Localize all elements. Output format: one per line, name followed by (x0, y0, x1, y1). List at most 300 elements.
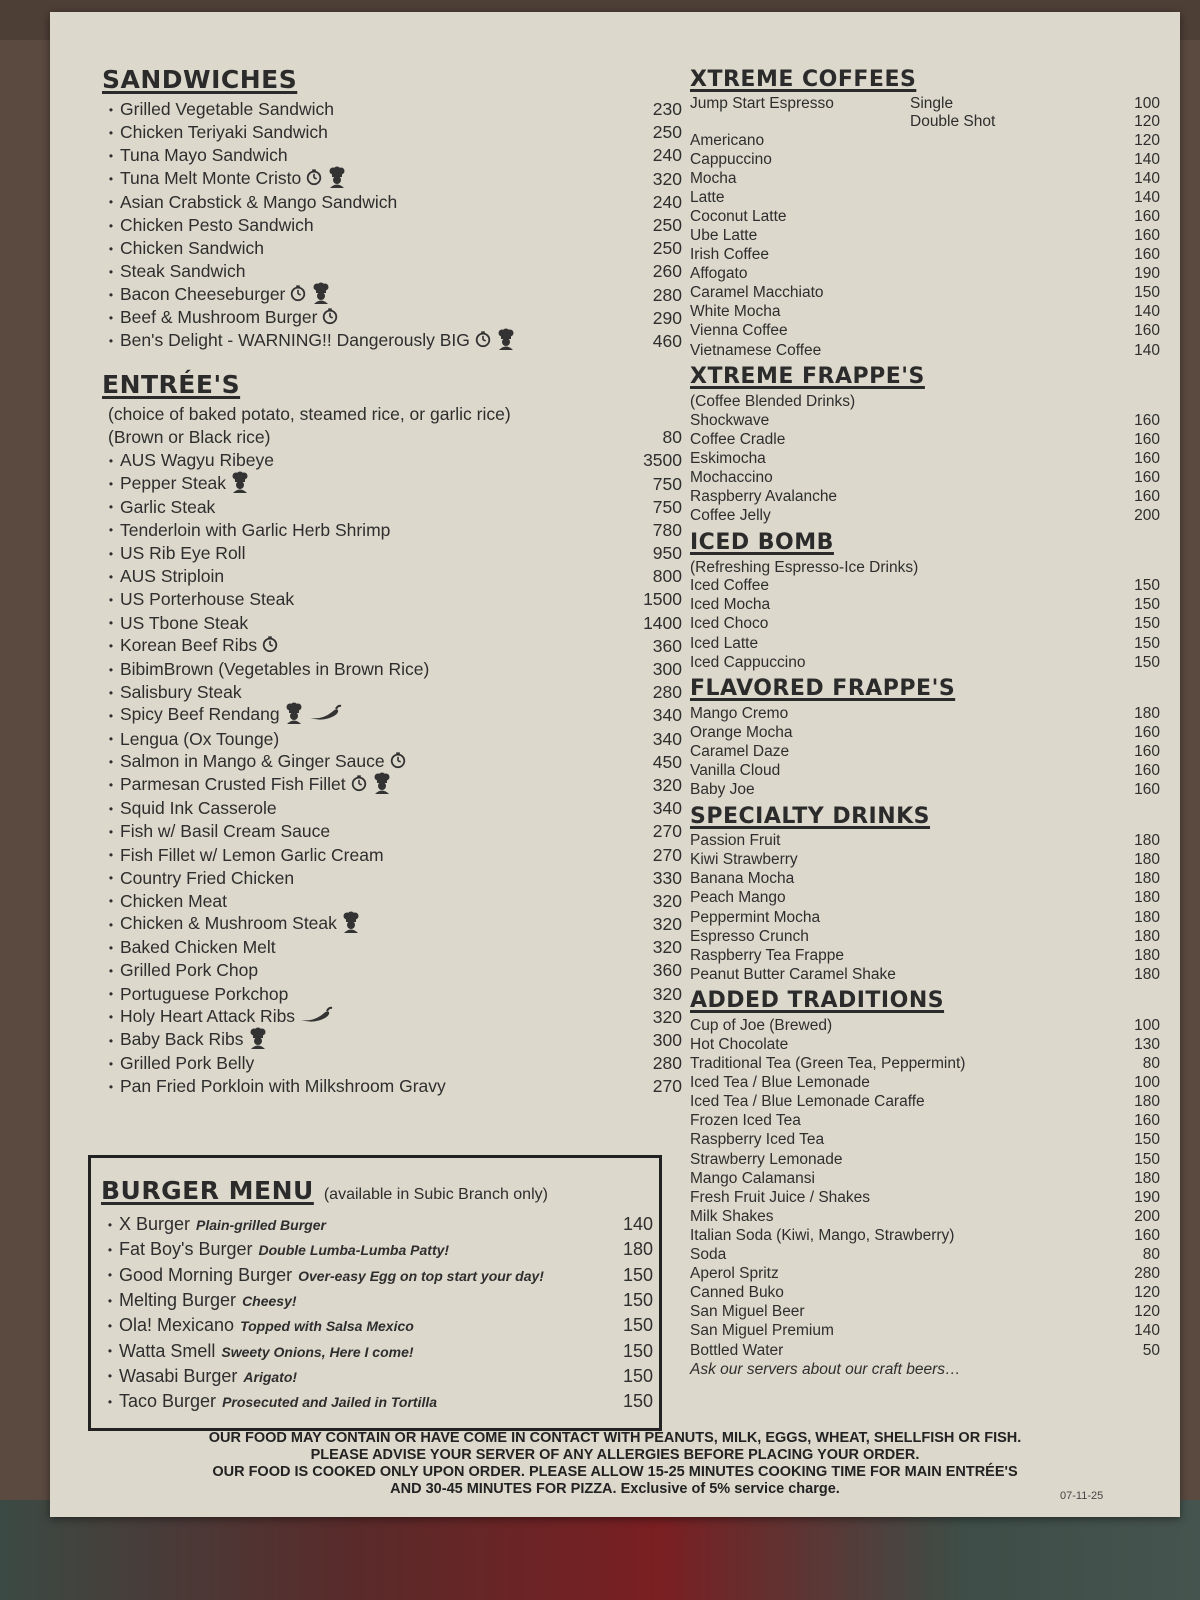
sandwich-item (102, 168, 682, 191)
item-price: 80 (1142, 1055, 1160, 1073)
item-name: Soda (690, 1246, 727, 1264)
item-description: Over-easy Egg on top start your day! (298, 1267, 544, 1284)
item-price: 320 (652, 983, 682, 1004)
item-name: Iced Choco (690, 615, 769, 633)
item-name: Aperol Spritz (690, 1265, 779, 1283)
iced-bomb-item (690, 615, 1160, 634)
item-price: 160 (1134, 781, 1160, 799)
frappe-item (690, 507, 1160, 526)
bullet: • (108, 172, 114, 187)
item-name: Bottled Water (690, 1341, 784, 1359)
burger-item (101, 1338, 653, 1363)
item-name: Mango Calamansi (690, 1169, 815, 1187)
item-price: 200 (1134, 507, 1160, 525)
iced-bomb-item (690, 634, 1160, 653)
item-price: 150 (1134, 653, 1160, 671)
item-name: Caramel Macchiato (690, 284, 824, 302)
item-price: 240 (652, 191, 682, 212)
tradition-item (690, 1265, 1160, 1284)
burger-item (101, 1212, 653, 1237)
item-price: 360 (652, 635, 682, 656)
bullet: • (108, 1033, 114, 1048)
coffee-item (690, 303, 1160, 322)
bullet: • (108, 848, 114, 863)
iced-bomb-list (690, 577, 1160, 672)
item-price: 150 (1134, 634, 1160, 652)
coffee-item (690, 341, 1160, 360)
item-price: 150 (1134, 1131, 1160, 1149)
flavored-frappe-item (690, 761, 1160, 780)
item-price: 150 (1134, 284, 1160, 302)
tradition-item (690, 1226, 1160, 1245)
item-price: 140 (1134, 303, 1160, 321)
added-traditions-list (690, 1016, 1160, 1360)
item-price: 340 (652, 705, 682, 726)
entree-item (102, 542, 682, 565)
bullet: • (108, 987, 114, 1002)
flavored-frappe-item (690, 704, 1160, 723)
section-title-xtreme-frappes: XTREME FRAPPE'S (690, 364, 925, 390)
item-name: Mango Cremo (690, 704, 789, 722)
burger-item (101, 1364, 653, 1389)
item-name: Pan Fried Porkloin with Milkshroom Gravy (120, 1076, 446, 1097)
tradition-item (690, 1131, 1160, 1150)
tradition-item (690, 1055, 1160, 1074)
item-name: Asian Crabstick & Mango Sandwich (120, 191, 398, 212)
item-price: 120 (1134, 1284, 1160, 1302)
entree-item (102, 1052, 682, 1075)
item-price: 150 (622, 1340, 653, 1361)
date-code: 07-11-25 (1060, 1490, 1104, 1502)
item-price: 120 (1134, 131, 1160, 149)
item-name: Good Morning Burger (119, 1264, 293, 1285)
item-name: Cup of Joe (Brewed) (690, 1016, 833, 1034)
espresso-row (690, 95, 1160, 113)
burger-item (101, 1389, 653, 1414)
item-price: 180 (1134, 1093, 1160, 1111)
bullet: • (108, 311, 114, 326)
espresso-name: Jump Start Espresso (690, 95, 834, 112)
item-name: Orange Mocha (690, 723, 793, 741)
clock-icon (289, 284, 307, 307)
item-name: Fish Fillet w/ Lemon Garlic Cream (120, 844, 384, 865)
item-name: Espresso Crunch (690, 927, 809, 945)
item-price: 180 (1134, 851, 1160, 869)
item-name: Country Fried Chicken (120, 867, 295, 888)
item-name: Shockwave (690, 411, 770, 429)
section-title-iced-bomb: ICED BOMB (690, 529, 834, 555)
burger-item (101, 1313, 653, 1338)
item-price: 160 (1134, 723, 1160, 741)
tradition-item (690, 1341, 1160, 1360)
coffee-item (690, 169, 1160, 188)
bullet: • (107, 1217, 113, 1232)
item-name: Mochaccino (690, 468, 773, 486)
item-price: 140 (1134, 188, 1160, 206)
tradition-item (690, 1322, 1160, 1341)
bullet: • (107, 1369, 113, 1384)
entree-item (102, 612, 682, 635)
entree-side-note: (choice of baked potato, steamed rice, or garlic rice) (108, 404, 511, 425)
burger-menu-subtitle: (available in Subic Branch only) (323, 1186, 548, 1203)
specialty-drink-item (690, 832, 1160, 851)
tradition-item (690, 1112, 1160, 1131)
item-name: Strawberry Lemonade (690, 1150, 843, 1168)
item-price: 120 (1134, 1303, 1160, 1321)
item-name: Fresh Fruit Juice / Shakes (690, 1188, 871, 1206)
bullet: • (108, 801, 114, 816)
allergy-footer (110, 1430, 1120, 1498)
sandwich-item (102, 144, 682, 167)
bullet: • (108, 592, 114, 607)
burger-menu-header (91, 1158, 659, 1208)
entree-list (102, 449, 682, 1098)
item-name: Taco Burger (119, 1391, 217, 1412)
item-name: Fish w/ Basil Cream Sauce (120, 821, 331, 842)
item-price: 150 (622, 1315, 653, 1336)
sandwich-item (102, 307, 682, 330)
item-price: 280 (652, 682, 682, 703)
burger-list (91, 1208, 659, 1414)
item-price: 250 (652, 238, 682, 259)
flavored-frappe-item (690, 781, 1160, 800)
item-name: Vietnamese Coffee (690, 341, 822, 359)
item-name: Ola! Mexicano (119, 1315, 235, 1336)
item-price: 280 (652, 284, 682, 305)
item-price: 140 (1134, 169, 1160, 187)
iced-bomb-item (690, 577, 1160, 596)
item-price: 100 (1134, 1016, 1160, 1034)
frappe-item (690, 430, 1160, 449)
sandwich-list (102, 98, 682, 353)
item-price: 150 (622, 1365, 653, 1386)
item-name: Beef & Mushroom Burger (120, 306, 318, 327)
bullet: • (108, 1010, 114, 1025)
chef-icon (327, 166, 347, 193)
sandwich-item (102, 191, 682, 214)
item-name: Vienna Coffee (690, 322, 788, 340)
item-price: 160 (1134, 1226, 1160, 1244)
chef-icon (496, 328, 516, 355)
item-price: 160 (1134, 322, 1160, 340)
item-price: 320 (652, 1006, 682, 1027)
item-price: 950 (652, 543, 682, 564)
chili-icon (308, 704, 342, 727)
item-price: 230 (652, 99, 682, 120)
item-price: 150 (622, 1391, 653, 1412)
item-name: Fat Boy's Burger (119, 1239, 253, 1260)
coffee-item (690, 265, 1160, 284)
item-name: Iced Coffee (690, 577, 769, 595)
item-price: 180 (1134, 927, 1160, 945)
left-column (102, 62, 682, 1099)
sandwich-item (102, 284, 682, 307)
item-description: Topped with Salsa Mexico (240, 1318, 414, 1335)
footer-line-2: PLEASE ADVISE YOUR SERVER OF ANY ALLERGIES BEFORE PLACING YOUR ORDER. (310, 1447, 920, 1463)
item-price: 140 (622, 1214, 653, 1235)
bullet: • (107, 1318, 113, 1333)
item-price: 1400 (643, 612, 682, 633)
coffee-item (690, 188, 1160, 207)
chef-icon (341, 911, 361, 938)
item-name: Holy Heart Attack Ribs (120, 1005, 296, 1026)
chef-icon (311, 282, 331, 309)
item-price: 320 (652, 890, 682, 911)
item-price: 750 (652, 496, 682, 517)
entree-item (102, 867, 682, 890)
item-price: 100 (1134, 1074, 1160, 1092)
item-name: Watta Smell (119, 1340, 216, 1361)
sandwich-item (102, 214, 682, 237)
section-title-entrees: ENTRÉE'S (102, 370, 241, 400)
item-name: Baked Chicken Melt (120, 937, 276, 958)
item-price: 320 (652, 937, 682, 958)
item-name: Parmesan Crusted Fish Fillet (120, 774, 346, 795)
bullet: • (107, 1394, 113, 1409)
entree-item (102, 496, 682, 519)
burger-item (101, 1237, 653, 1262)
item-name: Baby Back Ribs (120, 1029, 244, 1050)
entree-item (102, 519, 682, 542)
tradition-item (690, 1188, 1160, 1207)
item-name: San Miguel Beer (690, 1303, 805, 1321)
specialty-drink-item (690, 908, 1160, 927)
item-description: Plain-grilled Burger (196, 1217, 326, 1234)
item-price: 160 (1134, 1112, 1160, 1130)
espresso-double-row (690, 113, 1160, 131)
item-name: US Tbone Steak (120, 612, 249, 633)
entree-item (102, 658, 682, 681)
item-name: Garlic Steak (120, 496, 216, 517)
chef-icon (248, 1027, 268, 1054)
item-name: Portuguese Porkchop (120, 983, 289, 1004)
entree-item (102, 472, 682, 495)
bullet: • (108, 125, 114, 140)
item-name: Melting Burger (119, 1290, 237, 1311)
item-price: 320 (652, 914, 682, 935)
item-price: 270 (652, 1076, 682, 1097)
tradition-item (690, 1169, 1160, 1188)
item-name: Peppermint Mocha (690, 908, 821, 926)
item-price: 800 (652, 566, 682, 587)
item-name: US Rib Eye Roll (120, 543, 246, 564)
entree-item (102, 820, 682, 843)
item-name: Chicken Sandwich (120, 238, 264, 259)
item-price: 280 (1134, 1265, 1160, 1283)
item-name: Peach Mango (690, 889, 786, 907)
bullet: • (108, 195, 114, 210)
item-price: 320 (652, 774, 682, 795)
clock-icon (321, 307, 339, 330)
item-name: San Miguel Premium (690, 1322, 834, 1340)
item-name: Korean Beef Ribs (120, 634, 258, 655)
entree-item (102, 890, 682, 913)
frappe-item (690, 468, 1160, 487)
espresso-single-price: 100 (1134, 95, 1160, 112)
entree-item (102, 1006, 682, 1029)
bullet: • (108, 218, 114, 233)
clock-icon (261, 635, 279, 658)
section-title-added-traditions: ADDED TRADITIONS (690, 988, 945, 1014)
espresso-double-price: 120 (1134, 113, 1160, 130)
bullet: • (108, 732, 114, 747)
bullet: • (108, 523, 114, 538)
bullet: • (108, 639, 114, 654)
flavored-frappe-item (690, 723, 1160, 742)
bullet: • (108, 917, 114, 932)
entree-item (102, 704, 682, 727)
item-price: 180 (1134, 870, 1160, 888)
item-name: Grilled Vegetable Sandwich (120, 99, 335, 120)
item-price: 150 (622, 1264, 653, 1285)
specialty-drink-item (690, 927, 1160, 946)
tradition-item (690, 1035, 1160, 1054)
frappe-item (690, 449, 1160, 468)
item-name: Steak Sandwich (120, 261, 246, 282)
clock-icon (350, 774, 368, 797)
frappe-note: (Coffee Blended Drinks) (690, 393, 856, 411)
bullet: • (108, 778, 114, 793)
coffee-item (690, 150, 1160, 169)
item-price: 750 (652, 473, 682, 494)
item-name: Bacon Cheeseburger (120, 283, 286, 304)
item-name: Italian Soda (Kiwi, Mango, Strawberry) (690, 1226, 955, 1244)
bullet: • (108, 1079, 114, 1094)
entree-item (102, 681, 682, 704)
entree-item (102, 588, 682, 611)
right-column (690, 65, 1160, 1379)
bullet: • (108, 500, 114, 515)
rice-option-row (102, 426, 682, 449)
bullet: • (108, 148, 114, 163)
item-name: Iced Mocha (690, 596, 771, 614)
item-price: 160 (1134, 761, 1160, 779)
item-price: 160 (1134, 227, 1160, 245)
item-name: Iced Latte (690, 634, 759, 652)
footer-line-3: OUR FOOD IS COOKED ONLY UPON ORDER. PLEASE ALLOW 15-25 MINUTES COOKING TIME FOR MAIN ENTRÉE'S (212, 1464, 1018, 1480)
item-price: 140 (1134, 1322, 1160, 1340)
item-name: Banana Mocha (690, 870, 795, 888)
item-name: Milk Shakes (690, 1207, 774, 1225)
section-title-specialty-drinks: SPECIALTY DRINKS (690, 803, 931, 829)
item-name: Iced Tea / Blue Lemonade Caraffe (690, 1093, 925, 1111)
sandwich-item (102, 98, 682, 121)
flavored-frappe-list (690, 704, 1160, 799)
item-price: 290 (652, 307, 682, 328)
item-name: Coffee Jelly (690, 507, 771, 525)
rice-option-price: 80 (662, 427, 682, 448)
item-price: 150 (1134, 615, 1160, 633)
item-name: Raspberry Iced Tea (690, 1131, 825, 1149)
item-name: Lengua (Ox Tounge) (120, 728, 280, 749)
item-price: 300 (652, 1030, 682, 1051)
item-price: 150 (1134, 577, 1160, 595)
burger-item (101, 1288, 653, 1313)
item-name: Traditional Tea (Green Tea, Peppermint) (690, 1055, 966, 1073)
item-price: 270 (652, 821, 682, 842)
entree-item (102, 936, 682, 959)
coffee-item (690, 226, 1160, 245)
bullet: • (108, 334, 114, 349)
item-name: Grilled Pork Belly (120, 1053, 255, 1074)
chef-icon (284, 702, 304, 729)
bullet: • (108, 453, 114, 468)
specialty-drinks-list (690, 832, 1160, 985)
entree-item (102, 728, 682, 751)
section-title-flavored-frappes: FLAVORED FRAPPE'S (690, 676, 956, 702)
item-price: 140 (1134, 150, 1160, 168)
coffee-item (690, 246, 1160, 265)
item-price: 340 (652, 798, 682, 819)
coffee-item (690, 284, 1160, 303)
craft-beer-note: Ask our servers about our craft beers… (690, 1361, 961, 1379)
specialty-drink-item (690, 889, 1160, 908)
item-name: Irish Coffee (690, 246, 769, 264)
item-price: 300 (652, 659, 682, 680)
item-name: Caramel Daze (690, 742, 790, 760)
section-title-sandwiches: SANDWICHES (102, 65, 298, 94)
clock-icon (474, 330, 492, 353)
bullet: • (108, 824, 114, 839)
entree-item (102, 774, 682, 797)
entree-item (102, 843, 682, 866)
item-price: 3500 (643, 450, 682, 471)
item-price: 160 (1134, 246, 1160, 264)
item-name: Vanilla Cloud (690, 761, 781, 779)
tradition-item (690, 1284, 1160, 1303)
bullet: • (108, 616, 114, 631)
item-price: 180 (1134, 965, 1160, 983)
item-price: 160 (1134, 468, 1160, 486)
item-price: 160 (1134, 488, 1160, 506)
bullet: • (108, 708, 114, 723)
item-name: Salisbury Steak (120, 682, 242, 703)
item-name: Affogato (690, 265, 748, 283)
item-price: 340 (652, 728, 682, 749)
tradition-item (690, 1303, 1160, 1322)
tradition-item (690, 1207, 1160, 1226)
item-name: Chicken & Mushroom Steak (120, 913, 337, 934)
tradition-item (690, 1246, 1160, 1265)
item-description: Double Lumba-Lumba Patty! (258, 1242, 450, 1259)
item-price: 150 (1134, 596, 1160, 614)
iced-bomb-note: (Refreshing Espresso-Ice Drinks) (690, 558, 919, 576)
bullet: • (108, 894, 114, 909)
item-name: AUS Wagyu Ribeye (120, 450, 274, 471)
specialty-drink-item (690, 965, 1160, 984)
item-name: Grilled Pork Chop (120, 960, 259, 981)
item-name: Tuna Mayo Sandwich (120, 145, 288, 166)
item-name: Chicken Teriyaki Sandwich (120, 122, 328, 143)
section-title-xtreme-coffees: XTREME COFFEES (690, 67, 917, 92)
bullet: • (108, 546, 114, 561)
item-name: Frozen Iced Tea (690, 1112, 801, 1130)
entree-item (102, 449, 682, 472)
item-name: Coconut Latte (690, 207, 787, 225)
specialty-drink-item (690, 870, 1160, 889)
item-price: 160 (1134, 411, 1160, 429)
item-name: Ben's Delight - WARNING!! Dangerously BIG (120, 330, 470, 351)
item-price: 330 (652, 867, 682, 888)
bullet: • (108, 662, 114, 677)
tradition-item (690, 1150, 1160, 1169)
chef-icon (372, 772, 392, 799)
coffee-list (690, 131, 1160, 360)
bullet: • (108, 241, 114, 256)
sandwich-item (102, 237, 682, 260)
bullet: • (107, 1293, 113, 1308)
bullet: • (108, 1056, 114, 1071)
